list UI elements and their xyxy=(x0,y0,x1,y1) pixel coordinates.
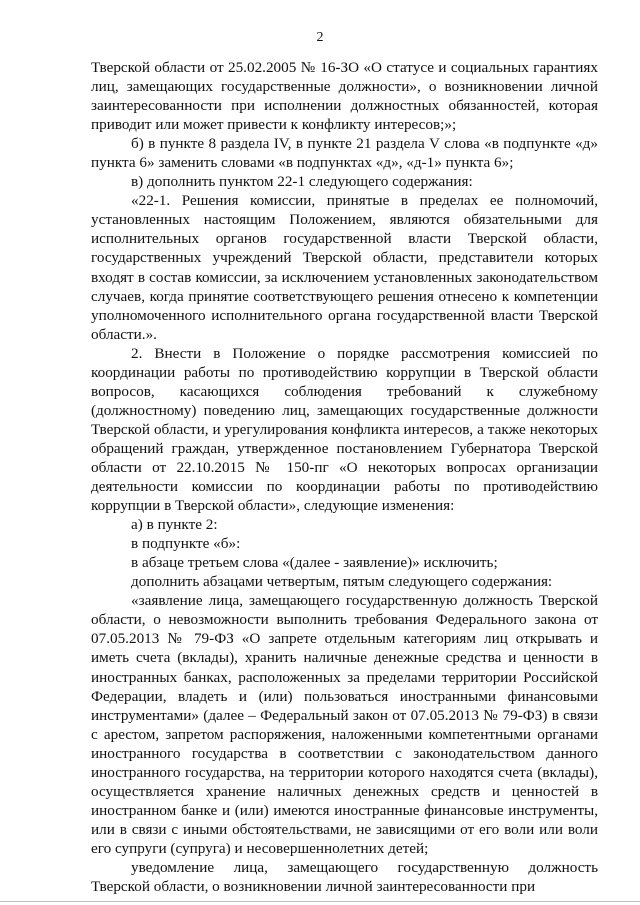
paragraph-notification: уведомление лица, замещающего государственную должность Тверской области, о возникновении личной заинтересованности при xyxy=(91,858,598,896)
paragraph-statement: «заявление лица, замещающего государственную должность Тверской области, о невозможности выполнить требования Федерального закона от 07.05.2013 № 79-ФЗ «О запрете отдельным категориям лиц открывать и иметь счета (вклады), хранить наличные денежные средства и ценности в иностранных банках, расположенных за пределами территории Российской Федерации, владеть и (или) пользоваться иностранными финансовыми инструментами» (далее – Федеральный закон от 07.05.2013 № 79-ФЗ) в связи с арестом, запретом распоряжения, наложенными компетентными органами иностранного государства в соответствии с законодательством данного иностранного государства, на территории которого находятся счета (вклады), осуществляется хранение наличных денежных средств и ценностей в иностранном банке и (или) имеются иностранные финансовые инструменты, или в связи с иными обстоятельствами, не зависящими от его воли или воли его супруги (супруга) и несовершеннолетних детей; xyxy=(91,592,598,857)
paragraph-item-v: в) дополнить пунктом 22-1 следующего содержания: xyxy=(131,173,473,191)
paragraph-section-2: 2. Внести в Положение о порядке рассмотрения комиссией по координации работы по противодействию коррупции в Тверской области вопросов, касающихся соблюдения требований к служебному (должностному) поведению лиц, замещающих государственные должности Тверской области, и урегулирования конфликта интересов, а также некоторых обращений граждан, утвержденное постановлением Губернатора Тверской области от 22.10.2015 № 150-пг «О некоторых вопросах организации деятельности комиссии по координации работы по противодействию коррупции в Тверской области», следующие изменения: xyxy=(91,344,598,515)
paragraph-quote-22-1: «22-1. Решения комиссии, принятые в пределах ее полномочий, установленных настоящим Положением, являются обязательными для исполнительных органов государственной власти Тверской области, государственных учреждений Тверской области, представители которых входят в состав комиссии, за исключением установленных законодательством случаев, когда принятие соответствующего решения отнесено к компетенции уполномоченного исполнительного органа государственной власти Тверской области.». xyxy=(91,192,598,343)
page-bottom-edge xyxy=(0,901,640,902)
paragraph-add-abzacs: дополнить абзацами четвертым, пятым следующего содержания: xyxy=(131,573,553,591)
paragraph-item-a: а) в пункте 2: xyxy=(131,516,218,534)
paragraph-item-b: б) в пункте 8 раздела IV, в пункте 21 раздела V слова «в подпункте «д» пункта 6» заменить словами «в подпунктах «д», «д-1» пункта 6»; xyxy=(91,135,598,172)
document-body xyxy=(91,58,598,896)
paragraph-continuation: Тверской области от 25.02.2005 № 16-ЗО «О статусе и социальных гарантиях лиц, замещающих государственные должности», о возникновении личной заинтересованности при исполнении должностных обязанностей, которая приводит или может привести к конфликту интересов;»; xyxy=(91,59,598,134)
paragraph-abzac-third: в абзаце третьем слова «(далее - заявление)» исключить; xyxy=(131,554,498,572)
page-number: 2 xyxy=(316,30,324,45)
paragraph-subitem-b: в подпункте «б»: xyxy=(131,535,241,553)
